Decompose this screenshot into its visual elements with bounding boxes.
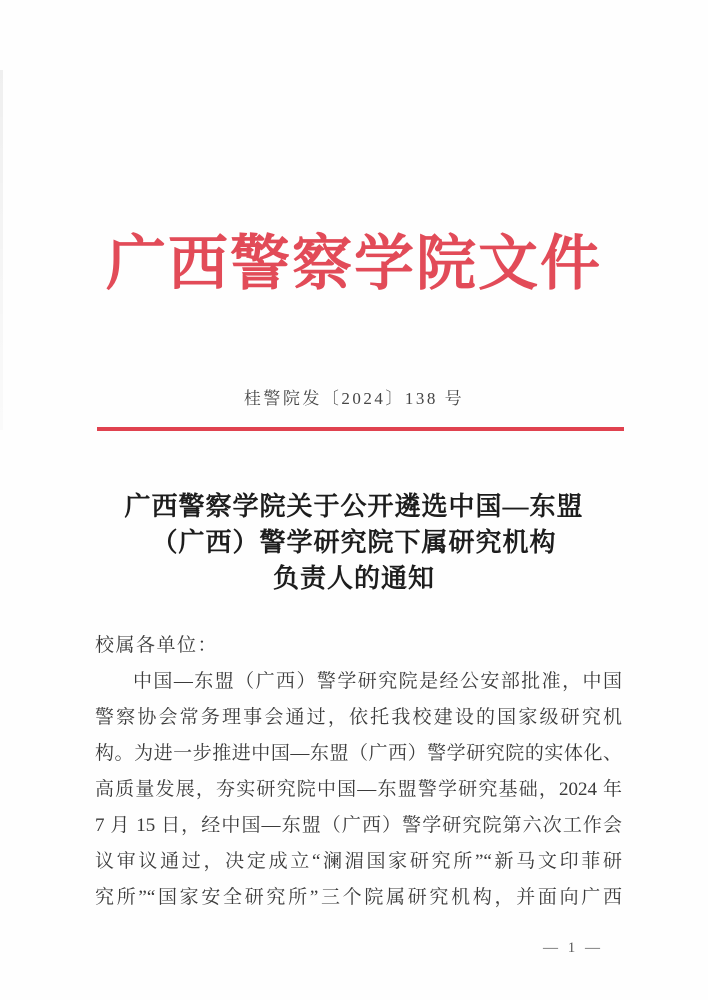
body-line: 议审议通过，决定成立“澜湄国家研究所”“新马文印菲研 (95, 851, 622, 872)
body-line: 警察协会常务理事会通过，依托我校建设的国家级研究机 (95, 707, 622, 728)
notice-title (54, 489, 654, 597)
salutation-line: 校属各单位： (95, 635, 219, 656)
body-text-block (95, 628, 622, 916)
body-line: 中国—东盟（广西）警学研究院是经公安部批准，中国 (133, 671, 622, 692)
notice-title-line-3: 负责人的通知 (272, 564, 435, 593)
body-line: 高质量发展，夯实研究院中国—东盟警学研究基础，2024 年 (95, 779, 622, 800)
page-number: — 1 — (543, 940, 603, 956)
body-line: 究所”“国家安全研究所”三个院属研究机构，并面向广西 (95, 887, 622, 908)
notice-title-line-1: 广西警察学院关于公开遴选中国—东盟 (124, 492, 584, 521)
body-line: 构。为进一步推进中国—东盟（广西）警学研究院的实体化、 (95, 743, 622, 764)
document-number: 桂警院发〔2024〕138 号 (243, 389, 465, 408)
body-line: 7 月 15 日，经中国—东盟（广西）警学研究院第六次工作会 (95, 815, 622, 836)
org-title: 广西警察学院文件 (106, 231, 602, 297)
red-separator-line (97, 427, 624, 431)
notice-title-line-2: （广西）警学研究院下属研究机构 (151, 528, 557, 557)
